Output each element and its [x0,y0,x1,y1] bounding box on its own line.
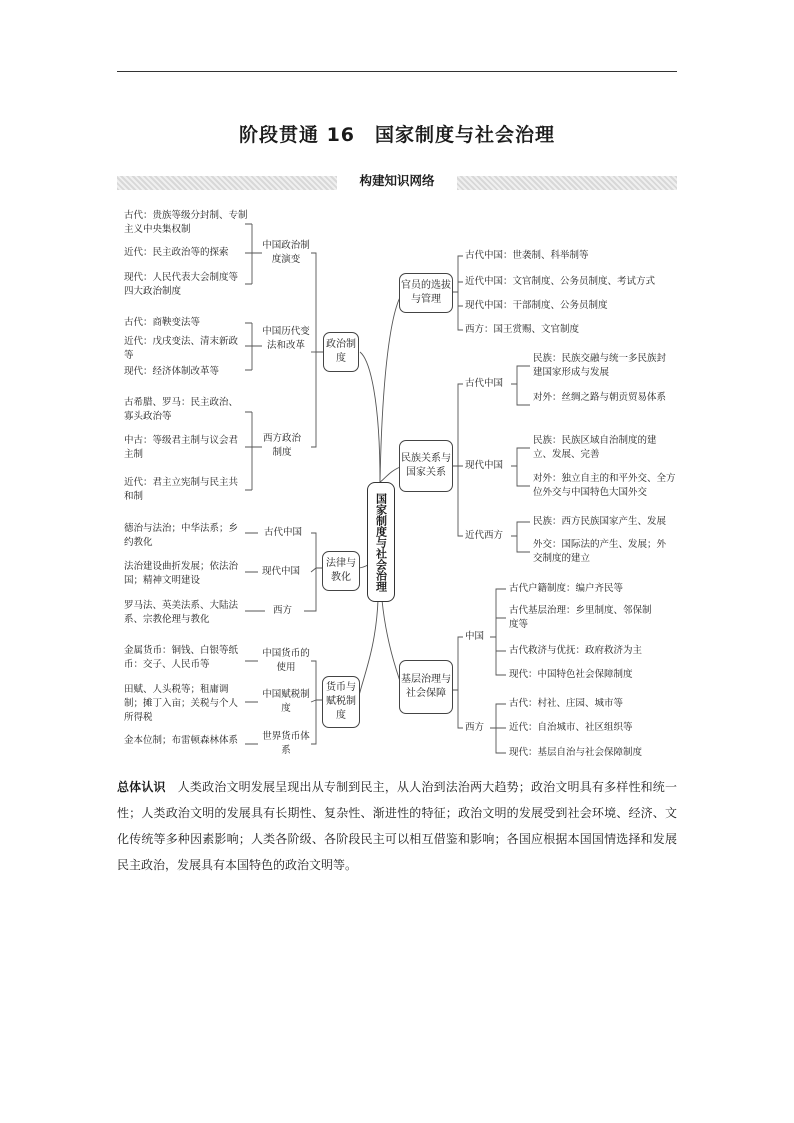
branch-officials: 官员的选拔与管理 [399,273,453,313]
money-leaf-1: 金属货币：铜钱、白银等纸币：交子、人民币等 [124,645,239,670]
politics-leaf-1: 古代：贵族等级分封制、专制主义中央集权制 [124,210,248,235]
branch-ethnic: 民族关系与国家关系 [399,440,453,492]
grassroots-leaf-7: 现代：基层自治与社会保障制度 [509,747,643,758]
money-leaf-2: 田赋、人头税等；租庸调制；摊丁入亩；关税与个人所得税 [124,684,239,723]
page-title: 阶段贯通 16 国家制度与社会治理 [238,124,556,146]
ethnic-leaf-6: 外交：国际法的产生、发展；外交制度的建立 [533,539,667,564]
officials-leaf-3: 现代中国：干部制度、公务员制度 [465,300,608,311]
law-mid-2: 现代中国 [262,566,301,577]
section-label: 构建知识网络 [337,171,457,191]
officials-leaf-1: 古代中国：世袭制、科举制等 [465,250,589,261]
politics-reform: 中国历代变法和改革 [262,326,310,351]
summary-text: 人类政治文明发展呈现出从专制到民主，从人治到法治两大趋势；政治文明具有多样性和统一性；人类政治文明的发展具有长期性、复杂性、渐进性的特征；政治文明的发展受到社会环境、经济、文化传统等多种因素影响；人类各阶级、各阶段民主可以相互借鉴和影响；各国应根据本国国情选择和发展民主政治，发展具有本国特色的政治文明等。 [117,780,677,872]
politics-leaf-3: 现代：人民代表大会制度等四大政治制度 [124,272,239,297]
politics-leaf-4: 古代：商鞅变法等 [124,317,201,328]
ethnic-mid-1: 古代中国 [465,378,504,389]
ethnic-leaf-4: 对外：独立自主的和平外交、全方位外交与中国特色大国外交 [533,473,676,498]
ethnic-leaf-3: 民族：民族区域自治制度的建立、发展、完善 [533,435,657,460]
ethnic-leaf-5: 民族：西方民族国家产生、发展 [533,516,667,527]
money-mid-2: 中国赋税制度 [262,689,310,714]
grassroots-leaf-1: 古代户籍制度：编户齐民等 [509,583,624,594]
grassroots-leaf-6: 近代：自治城市、社区组织等 [509,722,633,733]
politics-leaf-2: 近代：民主政治等的探索 [124,247,229,258]
politics-leaf-5: 近代：戊戌变法、清末新政等 [124,336,239,361]
law-leaf-1: 德治与法治；中华法系；乡约教化 [124,523,239,548]
politics-leaf-9: 近代：君主立宪制与民主共和制 [124,477,239,502]
politics-west: 西方政治制度 [262,433,301,458]
law-leaf-2: 法治建设曲折发展；依法治国；精神文明建设 [124,561,239,586]
summary-lead: 总体认识 [117,780,166,794]
law-leaf-3: 罗马法、英美法系、大陆法系、宗教伦理与教化 [124,600,239,625]
ethnic-mid-3: 近代西方 [465,530,504,541]
summary-paragraph [117,774,677,878]
politics-leaf-8: 中古：等级君主制与议会君主制 [124,435,239,460]
center-node: 国家制度与社会治理 [367,482,395,602]
politics-evolution: 中国政治制度演变 [262,240,310,265]
grassroots-mid-2: 西方 [465,722,485,733]
politics-leaf-6: 现代：经济体制改革等 [124,366,220,377]
branch-law: 法律与教化 [322,551,360,591]
grassroots-mid-1: 中国 [465,631,485,642]
law-mid-3: 西方 [273,605,293,616]
grassroots-leaf-4: 现代：中国特色社会保障制度 [509,669,633,680]
grassroots-leaf-2: 古代基层治理：乡里制度、邻保制度等 [509,605,652,630]
ethnic-mid-2: 现代中国 [465,460,504,471]
grassroots-leaf-5: 古代：村社、庄园、城市等 [509,698,624,709]
money-mid-1: 中国货币的使用 [262,648,310,673]
ethnic-leaf-2: 对外：丝绸之路与朝贡贸易体系 [533,392,667,403]
law-mid-1: 古代中国 [264,527,303,538]
money-mid-3: 世界货币体系 [262,731,310,756]
officials-leaf-4: 西方：国王赏赐、文官制度 [465,324,580,335]
officials-leaf-2: 近代中国：文官制度、公务员制度、考试方式 [465,276,656,287]
politics-leaf-7: 古希腊、罗马：民主政治、寡头政治等 [124,397,239,422]
branch-politics: 政治制度 [323,332,359,372]
grassroots-leaf-3: 古代救济与优抚：政府救济为主 [509,645,643,656]
ethnic-leaf-1: 民族：民族交融与统一多民族封建国家形成与发展 [533,353,667,378]
money-leaf-3: 金本位制；布雷顿森林体系 [124,735,239,746]
branch-money: 货币与赋税制度 [322,676,360,728]
branch-grassroots: 基层治理与社会保障 [399,660,453,714]
